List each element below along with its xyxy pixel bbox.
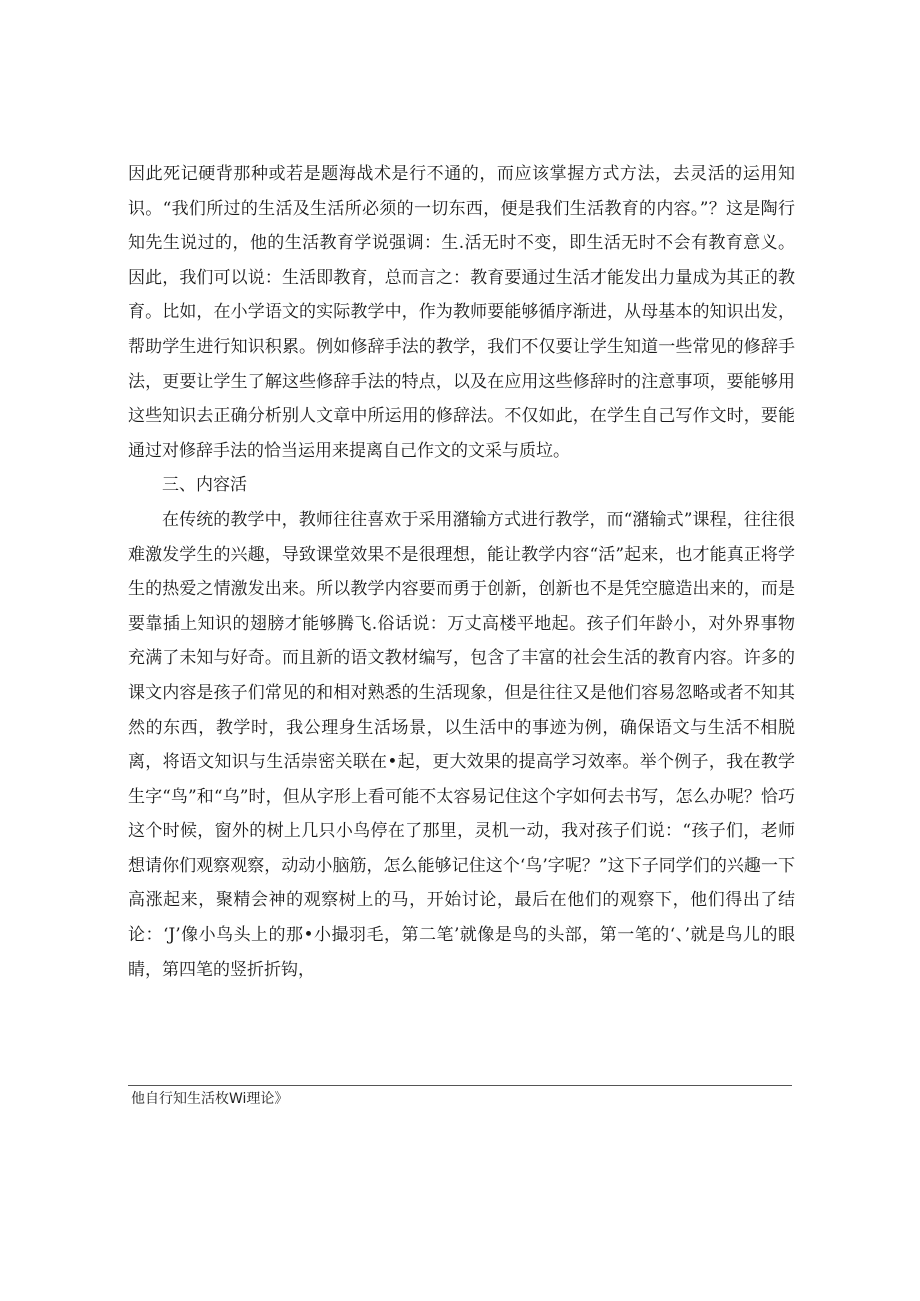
body-text (128, 157, 795, 987)
paragraph-2: 在传统的教学中，教师往往喜欢于采用潴输方式进行教学，而“潴输式”课程，往往很难激发学生的兴趣，导致课堂效果不是很理想，能让教学内容“活”起来，也才能真正将学生的热爱之情激发出来。所以教学内容要而勇于创新，创新也不是凭空臆造出来的，而是要靠插上知识的翅膀才能够腾飞.俗话说：万丈高楼平地起。孩子们年龄小，对外界事物充满了未知与好奇。而且新的语文教材编写，包含了丰富的社会生活的教育内容。许多的课文内容是孩子们常见的和相对熟悉的生活现象，但是往往又是他们容易忽略或者不知其然的东西，教学时，我公理身生活场景，以生活中的事迹为例，确保语文与生活不相脱离，将语文知识与生活崇密关联在•起，更大效果的提高学习效率。举个例子，我在教学生字“鸟”和“乌”时，但从字形上看可能不太容易记住这个字如何去书写，怎么办呢？恰巧这个时候，窗外的树上几只小鸟停在了那里，灵机一动，我对孩子们说：“孩子们，老师想请你们观察观察，动动小脑筋，怎么能够记住这个‘鸟’字呢？”这下子同学们的兴趣一下高涨起来，聚精会神的观察树上的马，开始讨论，最后在他们的观察下，他们得出了结论：‘J’像小鸟头上的那•小撮羽毛，第二笔’就像是鸟的头部，第一笔的‘、’就是鸟儿的眼睛，第四笔的竖折折钩， (128, 509, 795, 980)
footnote-divider (128, 1085, 792, 1086)
section-heading: 三、内容活 (162, 475, 247, 496)
paragraph-1: 因此死记硬背那种或若是题海战术是行不通的，而应该掌握方式方法，去灵活的运用知识。“我们所过的生活及生活所必须的一切东西，便是我们生活教育的内容。”？这是陶行知先生说过的，他的生活教育学说强调：生.活无时不变，即生活无时不会有教育意义。因此，我们可以说：生活即教育，总而言之：教育要通过生活才能发出力量成为其正的教育。比如，在小学语文的实际教学中，作为教师要能够循序渐进，从母基本的知识出发，帮助学生进行知识积累。例如修辞手法的教学，我们不仅要让学生知道一些常见的修辞手法，更要让学生了解这些修辞手法的特点，以及在应用这些修辞时的注意事项，要能够用这些知识去正确分析别人文章中所运用的修辞法。不仅如此，在学生自己写作文时，要能通过对修辞手法的恰当运用来提离自己作文的文采与质垃。 (128, 164, 795, 461)
footnote-text: 他自行知生活枚Wi理论》 (131, 1091, 289, 1107)
